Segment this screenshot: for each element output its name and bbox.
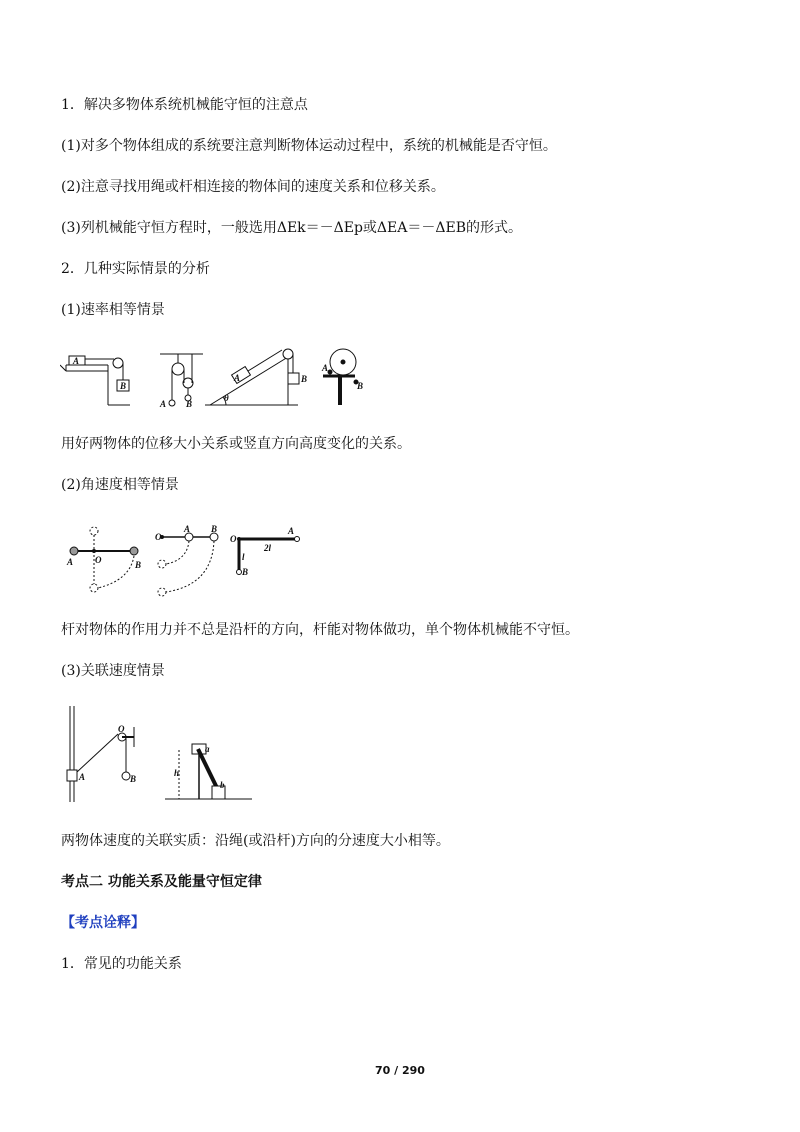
subheading-linked-velocity: (3)关联速度情景	[61, 663, 165, 679]
label-A: A	[73, 356, 80, 366]
note-linked-velocity: 两物体速度的关联实质：沿绳(或沿杆)方向的分速度大小相等。	[61, 833, 450, 849]
point-3: (3)列机械能守恒方程时，一般选用ΔEk＝－ΔEp或ΔEA＝－ΔEB的形式。	[61, 220, 522, 236]
label-B: B	[301, 374, 308, 384]
heading-2: 2．几种实际情景的分析	[61, 261, 210, 277]
label-theta: θ	[224, 393, 229, 403]
label-A: A	[288, 526, 295, 536]
label-b: b	[220, 780, 225, 790]
label-A: A	[79, 772, 86, 782]
figure-equal-speed	[60, 345, 380, 410]
label-B: B	[186, 399, 193, 409]
label-B: B	[130, 774, 137, 784]
label-2l: 2l	[264, 543, 272, 553]
page-number: 70 / 290	[375, 1064, 425, 1077]
label-h: h	[174, 768, 180, 778]
figure-linked-velocity	[62, 702, 257, 804]
label-O: O	[95, 555, 102, 565]
label-A: A	[322, 363, 329, 373]
label-O: O	[230, 534, 237, 544]
label-l: l	[242, 552, 245, 562]
point-2: (2)注意寻找用绳或杆相连接的物体间的速度关系和位移关系。	[61, 179, 445, 195]
label-A: A	[234, 373, 241, 383]
subheading-speed-equal: (1)速率相等情景	[61, 302, 165, 318]
note-equal-speed: 用好两物体的位移大小关系或竖直方向高度变化的关系。	[61, 436, 411, 452]
label-O: O	[155, 532, 162, 542]
point-1: (1)对多个物体组成的系统要注意判断物体运动过程中，系统的机械能是否守恒。	[61, 138, 557, 154]
label-B: B	[135, 560, 142, 570]
label-B: B	[357, 381, 364, 391]
subheading-angular-equal: (2)角速度相等情景	[61, 477, 179, 493]
heading-1: 1．解决多物体系统机械能守恒的注意点	[61, 97, 308, 113]
label-B: B	[211, 524, 218, 534]
label-B: B	[120, 381, 127, 391]
label-A: A	[184, 524, 191, 534]
figure-equal-angular-speed	[62, 520, 307, 600]
label-A: A	[160, 399, 167, 409]
note-rod-force: 杆对物体的作用力并不总是沿杆的方向，杆能对物体做功，单个物体机械能不守恒。	[61, 622, 579, 638]
section-heading: 考点二 功能关系及能量守恒定律	[61, 874, 262, 890]
section-tag: 【考点诠释】	[61, 915, 145, 931]
heading-function-relations: 1．常见的功能关系	[61, 956, 182, 972]
label-O: O	[118, 724, 125, 734]
label-B: B	[242, 567, 249, 577]
label-a: a	[205, 744, 210, 754]
label-A: A	[67, 557, 74, 567]
